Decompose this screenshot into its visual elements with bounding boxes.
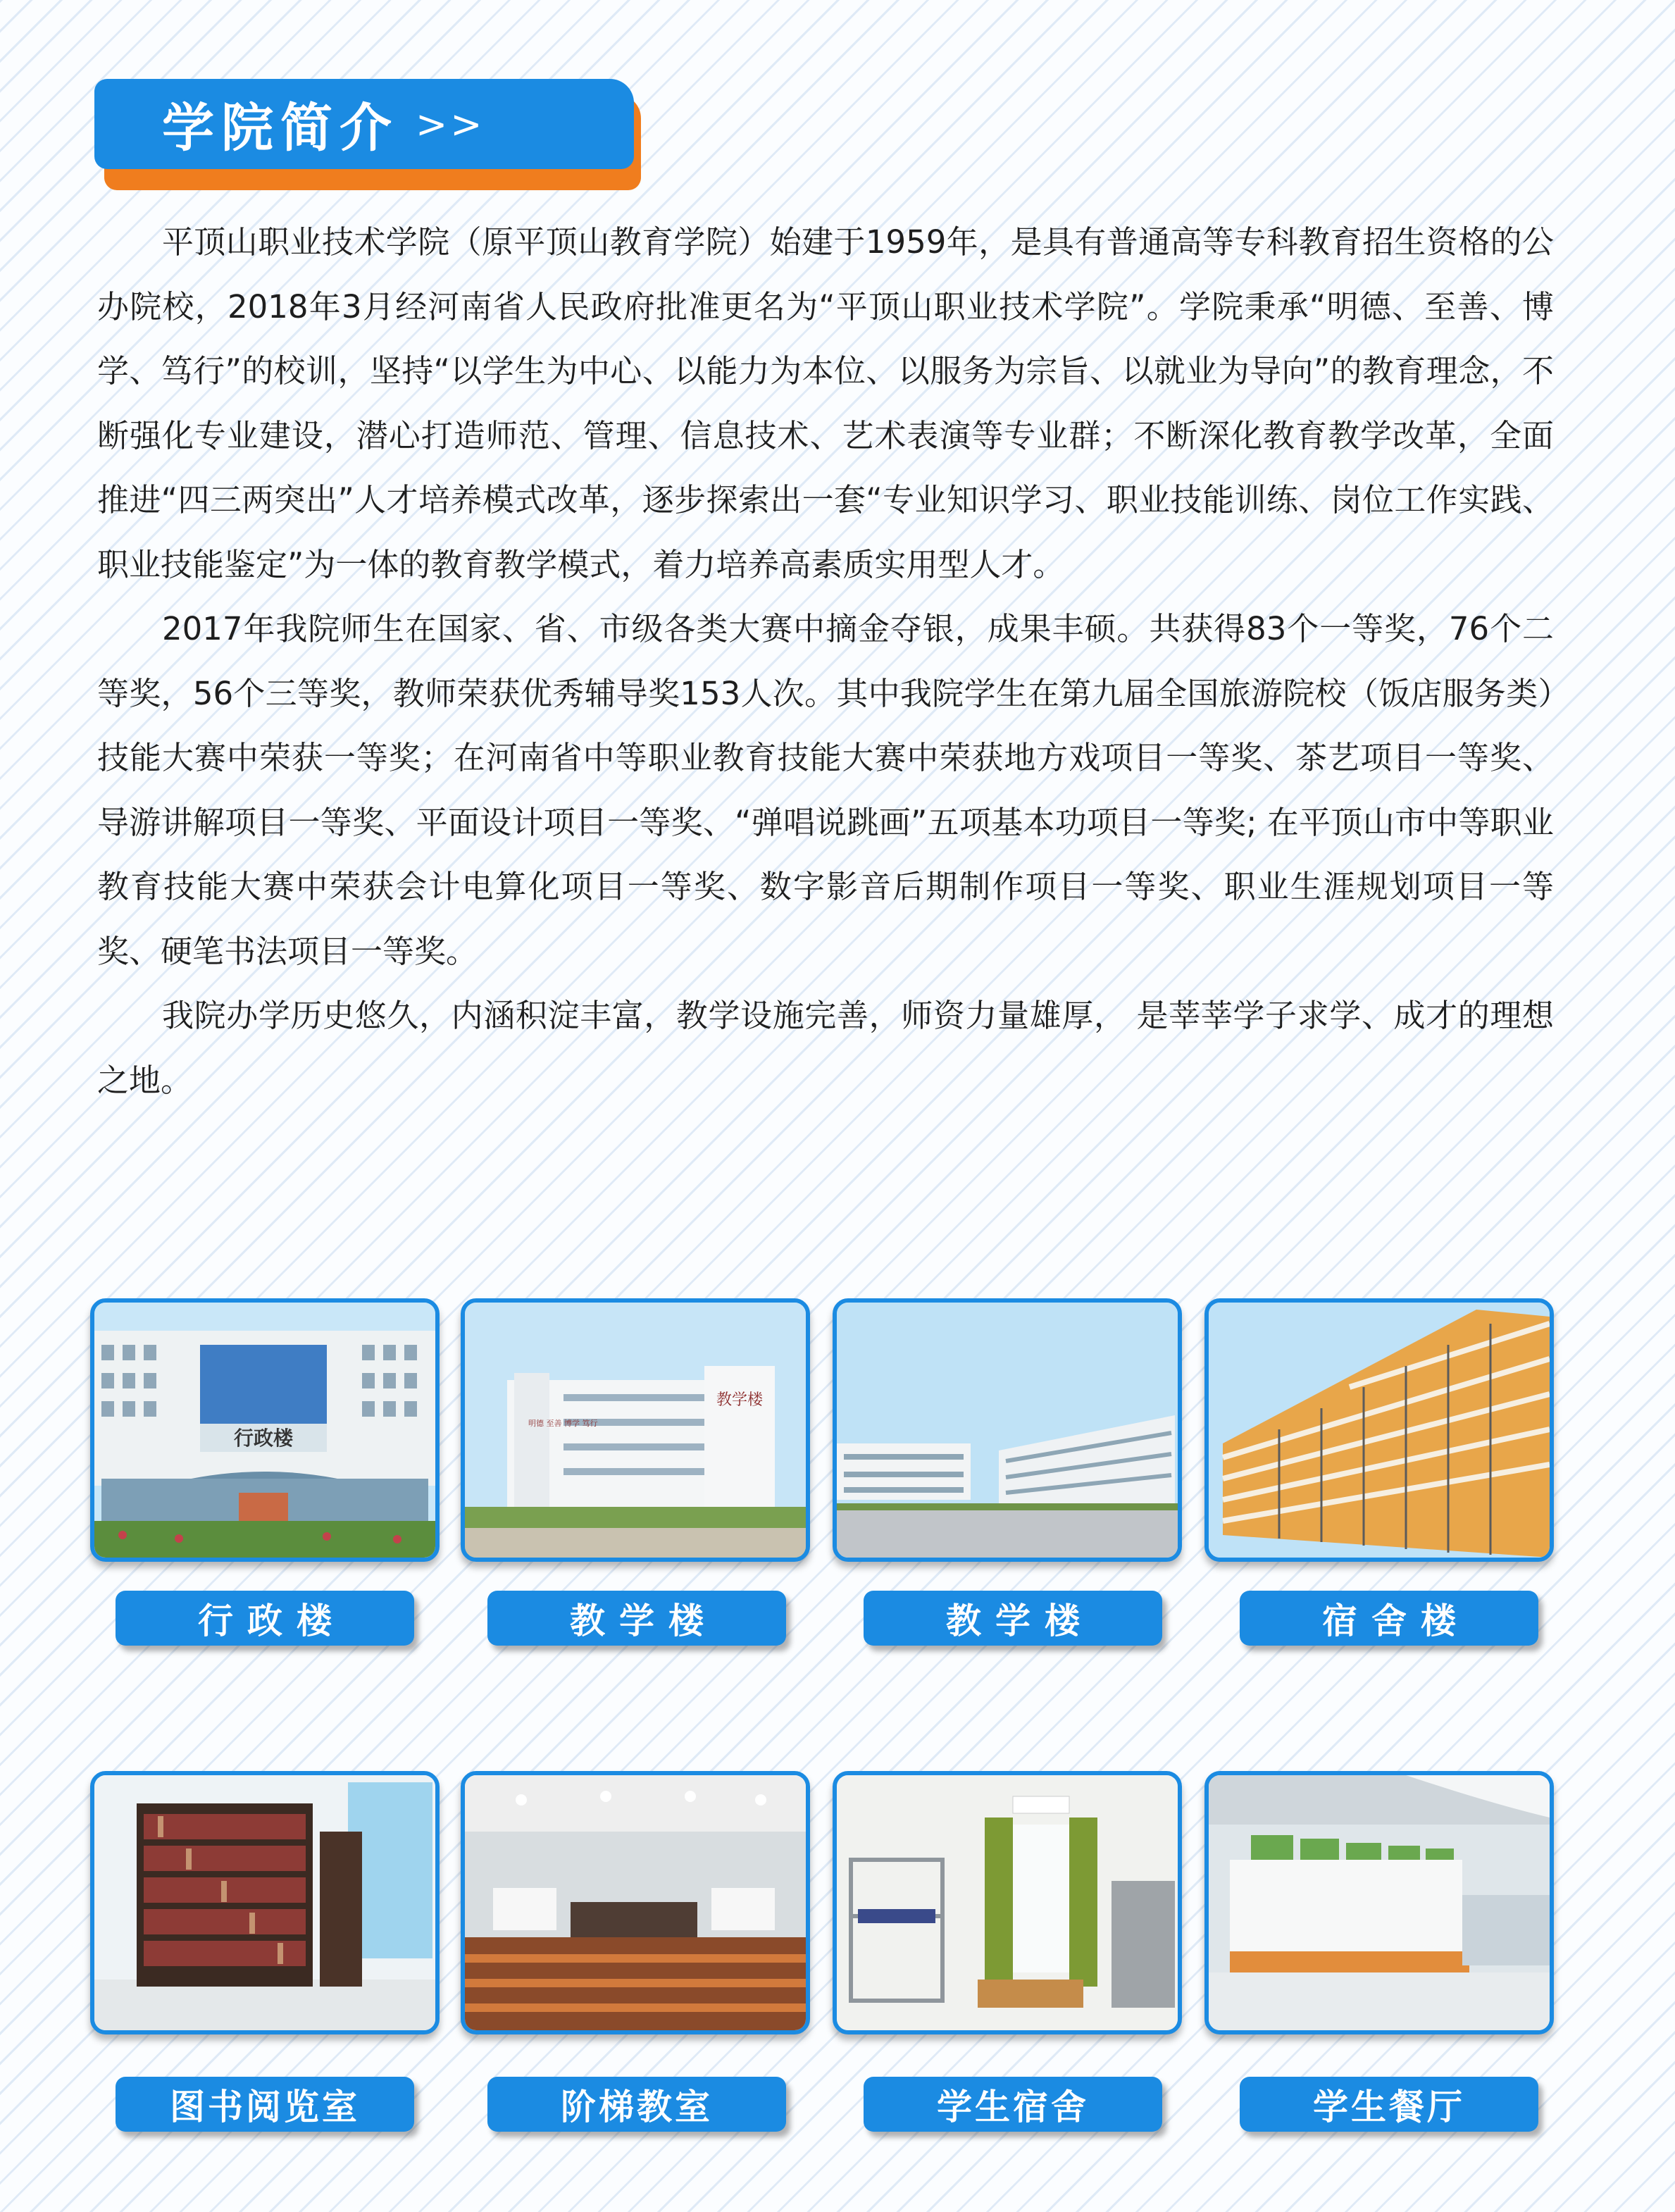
- label-student-canteen: 学生餐厅: [1240, 2077, 1538, 2132]
- label-teaching-building-2: 教学楼: [864, 1591, 1162, 1646]
- school-motto-sign: 明德 至善 博学 笃行: [528, 1419, 598, 1428]
- label-library-reading-room: 图书阅览室: [116, 2077, 414, 2132]
- section-arrow: >>: [416, 101, 485, 147]
- section-header-tab: [94, 79, 634, 169]
- intro-paragraph-3: 我院办学历史悠久，内涵积淀丰富，教学设施完善，师资力量雄厚， 是莘莘学子求学、成才的理想之地。: [97, 997, 1554, 1099]
- label-student-dormitory: 学生宿舍: [864, 2077, 1162, 2132]
- photo-admin-building: [90, 1298, 440, 1562]
- label-dormitory-building: 宿舍楼: [1240, 1591, 1538, 1646]
- label-teaching-building-1: 教学楼: [487, 1591, 786, 1646]
- label-lecture-hall: 阶梯教室: [487, 2077, 786, 2132]
- label-admin-building: 行政楼: [116, 1591, 414, 1646]
- section-header: [94, 79, 637, 185]
- teaching-building-sign: 教学楼: [716, 1391, 764, 1409]
- intro-paragraph-2: 2017年我院师生在国家、省、市级各类大赛中摘金夺银，成果丰硕。共获得83个一等奖，76个二等奖，56个三等奖，教师荣获优秀辅导奖153人次。其中我院学生在第九届全国旅游院校（饭店服务类）技能大赛中荣获一等奖；在河南省中等职业教育技能大赛中荣获地方戏项目一等奖、茶艺项目一等奖、导游讲解项目一等奖、平面设计项目一等奖、“弹唱说跳画”五项基本功项目一等奖; 在平顶山市中等职业教育技能大赛中荣获会计电算化项目一等奖、数字影音后期制作项目一等奖、职业生涯规划项目一等奖、硬笔书法项目一等奖。: [97, 610, 1554, 970]
- photo-student-dormitory: [833, 1771, 1182, 2034]
- intro-paragraph-1: 平顶山职业技术学院（原平顶山教育学院）始建于1959年，是具有普通高等专科教育招生资格的公办院校，2018年3月经河南省人民政府批准更名为“平顶山职业技术学院”。学院秉承“明德、至善、博学、笃行”的校训，坚持“以学生为中心、以能力为本位、以服务为宗旨、以就业为导向”的教育理念，不断强化专业建设，潜心打造师范、管理、信息技术、艺术表演等专业群；不断深化教育教学改革，全面推进“四三两突出”人才培养模式改革，逐步探索出一套“专业知识学习、职业技能训练、岗位工作实践、职业技能鉴定”为一体的教育教学模式，着力培养高素质实用型人才。: [97, 223, 1554, 583]
- admin-building-sign: 行政楼: [233, 1427, 294, 1450]
- photo-teaching-building-1: [461, 1298, 810, 1562]
- photo-dormitory-building: [1204, 1298, 1554, 1562]
- photo-teaching-building-2: [833, 1298, 1182, 1562]
- intro-text: [97, 210, 1554, 1112]
- photo-library-reading-room: [90, 1771, 440, 2034]
- photo-lecture-hall: [461, 1771, 810, 2034]
- section-title: 学院简介: [162, 98, 399, 159]
- photo-student-canteen: [1204, 1771, 1554, 2034]
